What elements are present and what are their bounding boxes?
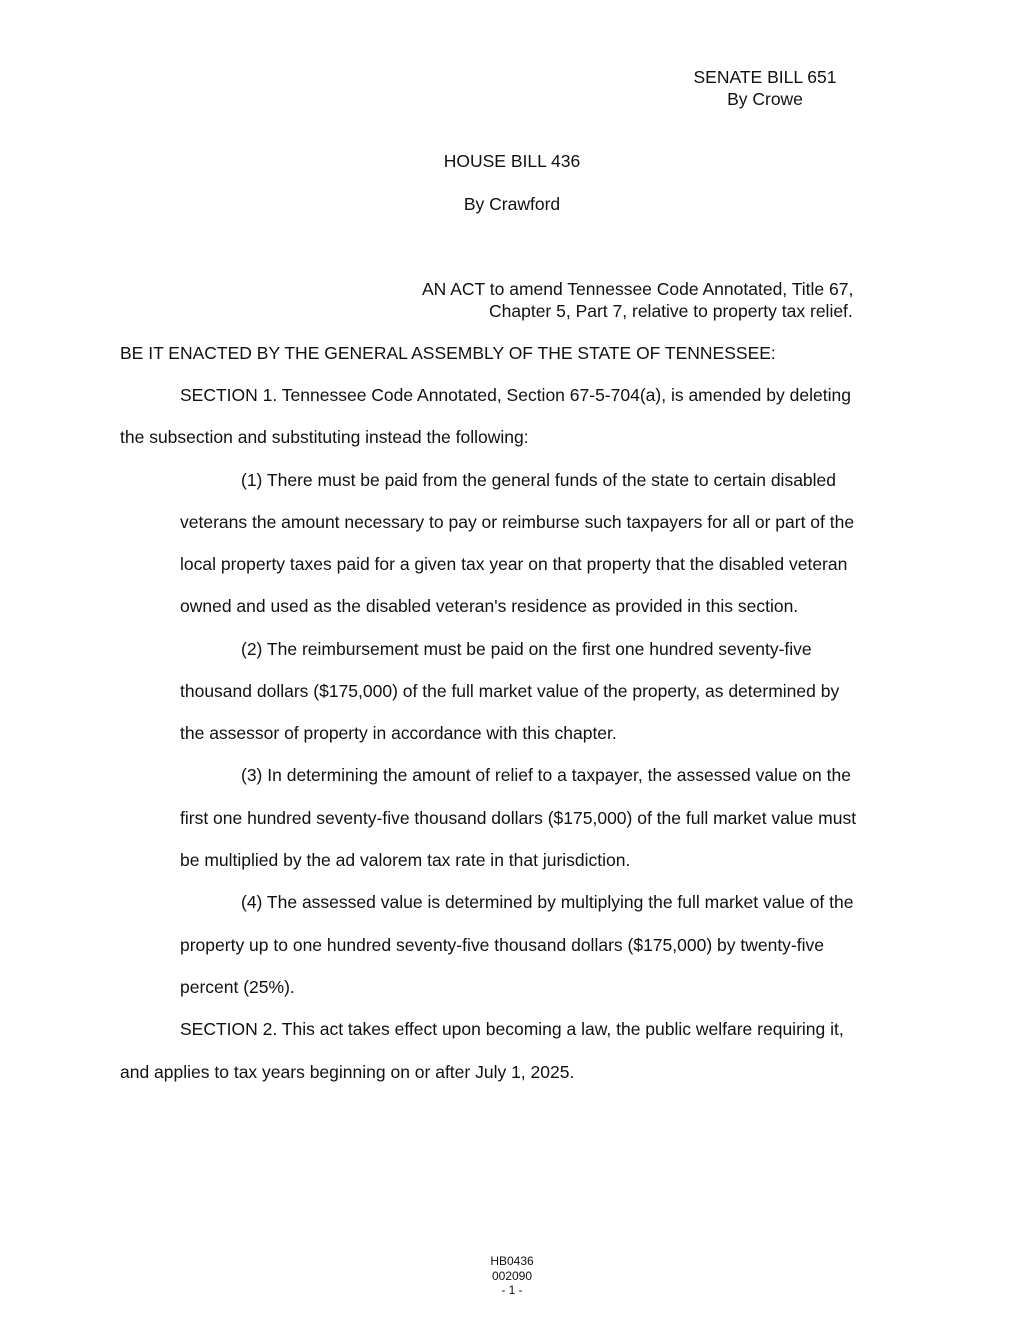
enacting-clause: BE IT ENACTED BY THE GENERAL ASSEMBLY OF THE STATE OF TENNESSEE:	[120, 343, 776, 363]
body-line: property up to one hundred seventy-five thousand dollars ($175,000) by twenty-five	[180, 935, 824, 955]
house-bill-number: HOUSE BILL 436	[443, 151, 581, 171]
body-line: SECTION 1. Tennessee Code Annotated, Section 67-5-704(a), is amended by deleting	[180, 385, 851, 405]
footer-bill-code: HB0436	[490, 1254, 534, 1268]
senate-bill-header	[640, 66, 890, 110]
body-line: (2) The reimbursement must be paid on the first one hundred seventy-five	[241, 639, 812, 659]
body-line: owned and used as the disabled veteran's residence as provided in this section.	[180, 596, 799, 616]
body-line: SECTION 2. This act takes effect upon becoming a law, the public welfare requiring it,	[180, 1019, 844, 1039]
body-line: the subsection and substituting instead the following:	[120, 427, 529, 447]
senate-bill-sponsor: By Crowe	[727, 89, 803, 109]
house-bill-sponsor: By Crawford	[463, 194, 561, 214]
body-line: veterans the amount necessary to pay or reimburse such taxpayers for all or part of the	[180, 512, 855, 532]
footer-page-number: - 1 -	[501, 1283, 523, 1297]
body-line: (1) There must be paid from the general funds of the state to certain disabled	[241, 470, 837, 490]
body-line: thousand dollars ($175,000) of the full market value of the property, as determined by	[180, 681, 840, 701]
caption-line: AN ACT to amend Tennessee Code Annotated, Title 67,	[422, 279, 854, 299]
body-line: percent (25%).	[180, 977, 295, 997]
footer-doc-number: 002090	[491, 1268, 533, 1283]
body-line: and applies to tax years beginning on or after July 1, 2025.	[120, 1062, 575, 1082]
body-line: first one hundred seventy-five thousand dollars ($175,000) of the full market value must	[180, 808, 857, 828]
body-line: local property taxes paid for a given tax year on that property that the disabled veteran	[180, 554, 848, 574]
body-line: (3) In determining the amount of relief to a taxpayer, the assessed value on the	[241, 765, 851, 785]
caption-line: Chapter 5, Part 7, relative to property tax relief.	[489, 301, 853, 321]
senate-bill-number: SENATE BILL 651	[693, 67, 837, 87]
page-footer	[462, 1254, 562, 1298]
body-line: be multiplied by the ad valorem tax rate in that jurisdiction.	[180, 850, 631, 870]
body-line: (4) The assessed value is determined by multiplying the full market value of the	[241, 892, 854, 912]
body-line: the assessor of property in accordance with this chapter.	[180, 723, 617, 743]
